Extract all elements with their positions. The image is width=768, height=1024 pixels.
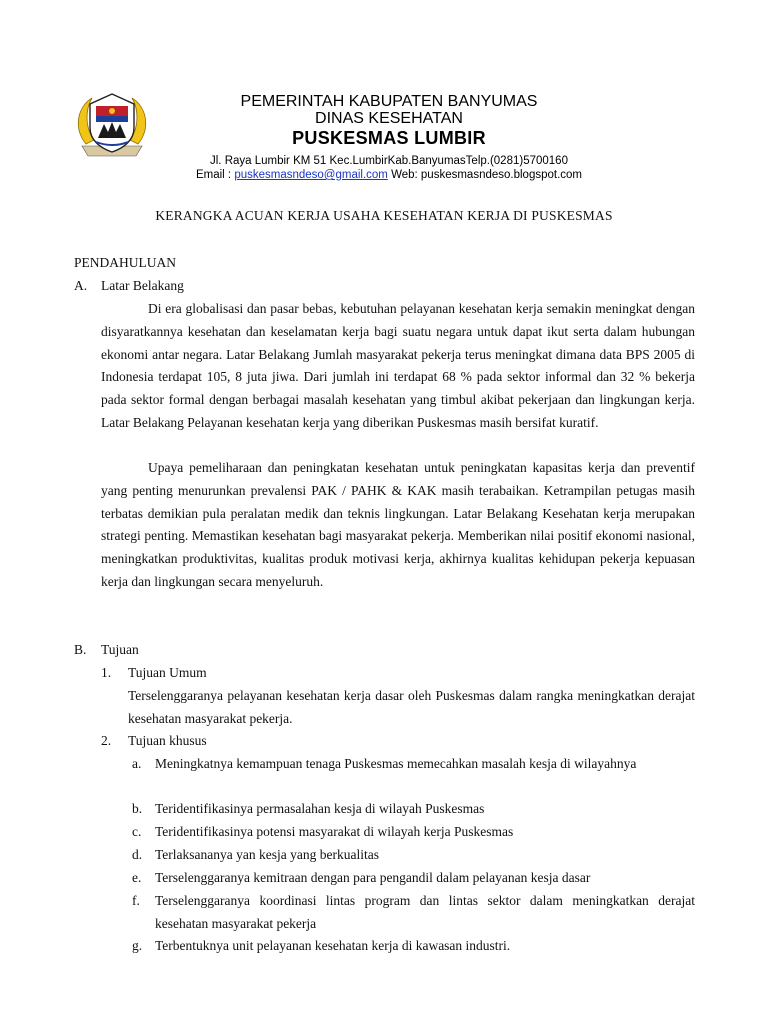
subitem-f-text: Terselenggaranya koordinasi lintas program dan lintas sektor dalam meningkatkan derajat kesehatan masyarakat pekerja <box>155 893 695 931</box>
subitem-g-marker: g. <box>132 938 143 953</box>
subitem-e-text: Terselenggaranya kemitraan dengan para pengandil dalam pelayanan kesja dasar <box>155 870 591 885</box>
item-1-marker: 1. <box>101 665 112 680</box>
subitem-c-marker: c. <box>132 824 142 839</box>
paragraph-background-2: Upaya pemeliharaan dan peningkatan kesehatan untuk peningkatan kapasitas kerja dan preventif yang penting menurunkan prevalensi PAK / PAHK & KAK masih terabaikan. Ketrampilan petugas masih terbatas demikian pula peralatan medik dan teknis lingkungan. Latar Belakang Kesehatan kerja merupakan strategi penting. Memastikan kesehatan bagi masyarakat pekerja. Memberikan nilai positif ekonomi nasional, meningkatkan produktivitas, kualitas produk motivasi kerja, akhirnya kualitas kehidupan pekerja kepuasan kerja dan lingkungan secara menyeluruh. <box>101 460 695 589</box>
email-label: Email : <box>195 169 235 181</box>
letterhead-department: DINAS KESEHATAN <box>315 110 463 127</box>
subitem-a-text: Meningkatnya kemampuan tenaga Puskesmas memecahkan masalah kesja di wilayahnya <box>155 756 637 771</box>
subitem-c-text: Teridentifikasinya potensi masyarakat di wilayah kerja Puskesmas <box>155 824 514 839</box>
section-b-heading: Tujuan <box>101 642 139 657</box>
banyumas-seal-logo <box>72 86 152 166</box>
subitem-b-marker: b. <box>132 801 143 816</box>
letterhead-contact <box>150 168 628 182</box>
letterhead-address: Jl. Raya Lumbir KM 51 Kec.LumbirKab.BanyumasTelp.(0281)5700160 <box>210 155 568 167</box>
document-title: KERANGKA ACUAN KERJA USAHA KESEHATAN KERJA DI PUSKESMAS <box>155 208 613 223</box>
section-intro-heading: PENDAHULUAN <box>74 255 176 270</box>
letterhead <box>150 93 628 182</box>
letterhead-government: PEMERINTAH KABUPATEN BANYUMAS <box>240 93 538 110</box>
section-a-marker: A. <box>74 278 88 293</box>
web-address: Web: puskesmasndeso.blogspot.com <box>387 169 583 181</box>
item-2-heading: Tujuan khusus <box>128 733 207 748</box>
subitem-d-marker: d. <box>132 847 143 862</box>
subitem-e-marker: e. <box>132 870 142 885</box>
item-1-heading: Tujuan Umum <box>128 665 207 680</box>
section-a-heading: Latar Belakang <box>101 278 184 293</box>
section-b-marker: B. <box>74 642 87 657</box>
subitem-d-text: Terlaksananya yan kesja yang berkualitas <box>155 847 379 862</box>
item-1-text: Terselenggaranya pelayanan kesehatan kerja dasar oleh Puskesmas dalam rangka meningkatkan derajat kesehatan masyarakat pekerja. <box>128 688 695 726</box>
subitem-b-text: Teridentifikasinya permasalahan kesja di wilayah Puskesmas <box>155 801 485 816</box>
subitem-f-marker: f. <box>132 893 140 908</box>
item-2-marker: 2. <box>101 733 112 748</box>
email-link[interactable]: puskesmasndeso@gmail.com <box>234 169 388 181</box>
subitem-g-text: Terbentuknya unit pelayanan kesehatan kerja di kawasan industri. <box>155 938 511 953</box>
subitem-a-marker: a. <box>132 756 142 771</box>
letterhead-institution: PUSKESMAS LUMBIR <box>292 128 486 148</box>
paragraph-background-1: Di era globalisasi dan pasar bebas, kebutuhan pelayanan kesehatan kerja semakin meningkat dengan disyaratkannya kesehatan dan keselamatan kerja bagi suatu negara untuk dapat ikut serta dalam hubungan ekonomi antar negara. Latar Belakang Jumlah masyarakat pekerja terus meningkat dimana data BPS 2005 di Indonesia terdapat 105, 8 juta jiwa. Dari jumlah ini terdapat 68 % pada sektor informal dan 32 % bekerja pada sektor formal dengan berbagai masalah kesehatan yang timbul akibat pekerjaan dan lingkungan kerja. Latar Belakang Pelayanan kesehatan kerja yang diberikan Puskesmas masih bersifat kuratif. <box>101 301 695 430</box>
